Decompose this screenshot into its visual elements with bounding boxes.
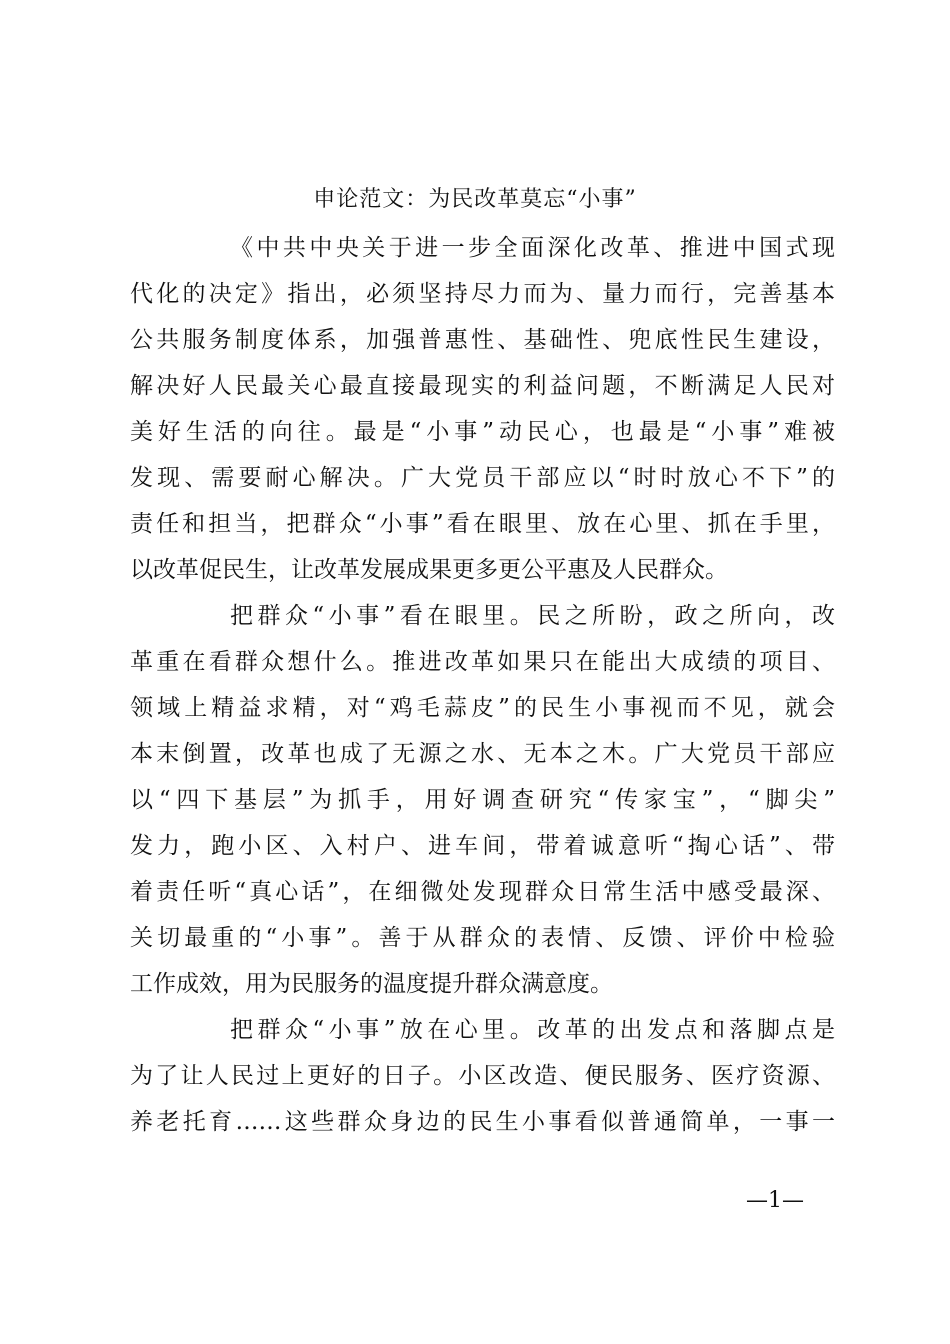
document-title: 申论范文：为民改革莫忘“小事” bbox=[313, 187, 637, 212]
paragraph-line: 为了让人民过上更好的日子。小区改造、便民服务、医疗资源、 bbox=[130, 1063, 835, 1089]
paragraph-line: 代化的决定》指出，必须坚持尽力而为、量力而行，完善基本 bbox=[130, 281, 835, 307]
paragraph-line: 把群众“小事”放在心里。改革的出发点和落脚点是 bbox=[230, 1017, 835, 1043]
paragraph-line: 以“四下基层”为抓手，用好调查研究“传家宝”，“脚尖” bbox=[130, 787, 835, 813]
paragraph-line: 解决好人民最关心最直接最现实的利益问题，不断满足人民对 bbox=[130, 373, 835, 399]
page-number: —1— bbox=[746, 1188, 804, 1213]
paragraph-line: 本末倒置，改革也成了无源之水、无本之木。广大党员干部应 bbox=[130, 741, 835, 767]
paragraph-line: 发现、需要耐心解决。广大党员干部应以“时时放心不下”的 bbox=[130, 465, 835, 491]
paragraph-line: 关切最重的“小事”。善于从群众的表情、反馈、评价中检验 bbox=[130, 925, 835, 951]
paragraph-line: 工作成效，用为民服务的温度提升群众满意度。 bbox=[130, 971, 613, 997]
paragraph-line: 养老托育……这些群众身边的民生小事看似普通简单，一事一 bbox=[130, 1109, 835, 1135]
paragraph-line: 公共服务制度体系，加强普惠性、基础性、兜底性民生建设， bbox=[130, 327, 835, 353]
paragraph-line: 以改革促民生，让改革发展成果更多更公平惠及人民群众。 bbox=[130, 557, 728, 583]
paragraph-line: 《中共中央关于进一步全面深化改革、推进中国式现 bbox=[230, 235, 835, 261]
paragraph-line: 美好生活的向往。最是“小事”动民心，也最是“小事”难被 bbox=[130, 419, 835, 445]
paragraph-line: 把群众“小事”看在眼里。民之所盼，政之所向，改 bbox=[230, 603, 835, 629]
paragraph-line: 发力，跑小区、入村户、进车间，带着诚意听“掏心话”、带 bbox=[130, 833, 835, 859]
paragraph-line: 责任和担当，把群众“小事”看在眼里、放在心里、抓在手里， bbox=[130, 511, 835, 537]
paragraph-line: 着责任听“真心话”，在细微处发现群众日常生活中感受最深、 bbox=[130, 879, 835, 905]
paragraph-line: 革重在看群众想什么。推进改革如果只在能出大成绩的项目、 bbox=[130, 649, 835, 675]
paragraph-line: 领域上精益求精，对“鸡毛蒜皮”的民生小事视而不见，就会 bbox=[130, 695, 835, 721]
